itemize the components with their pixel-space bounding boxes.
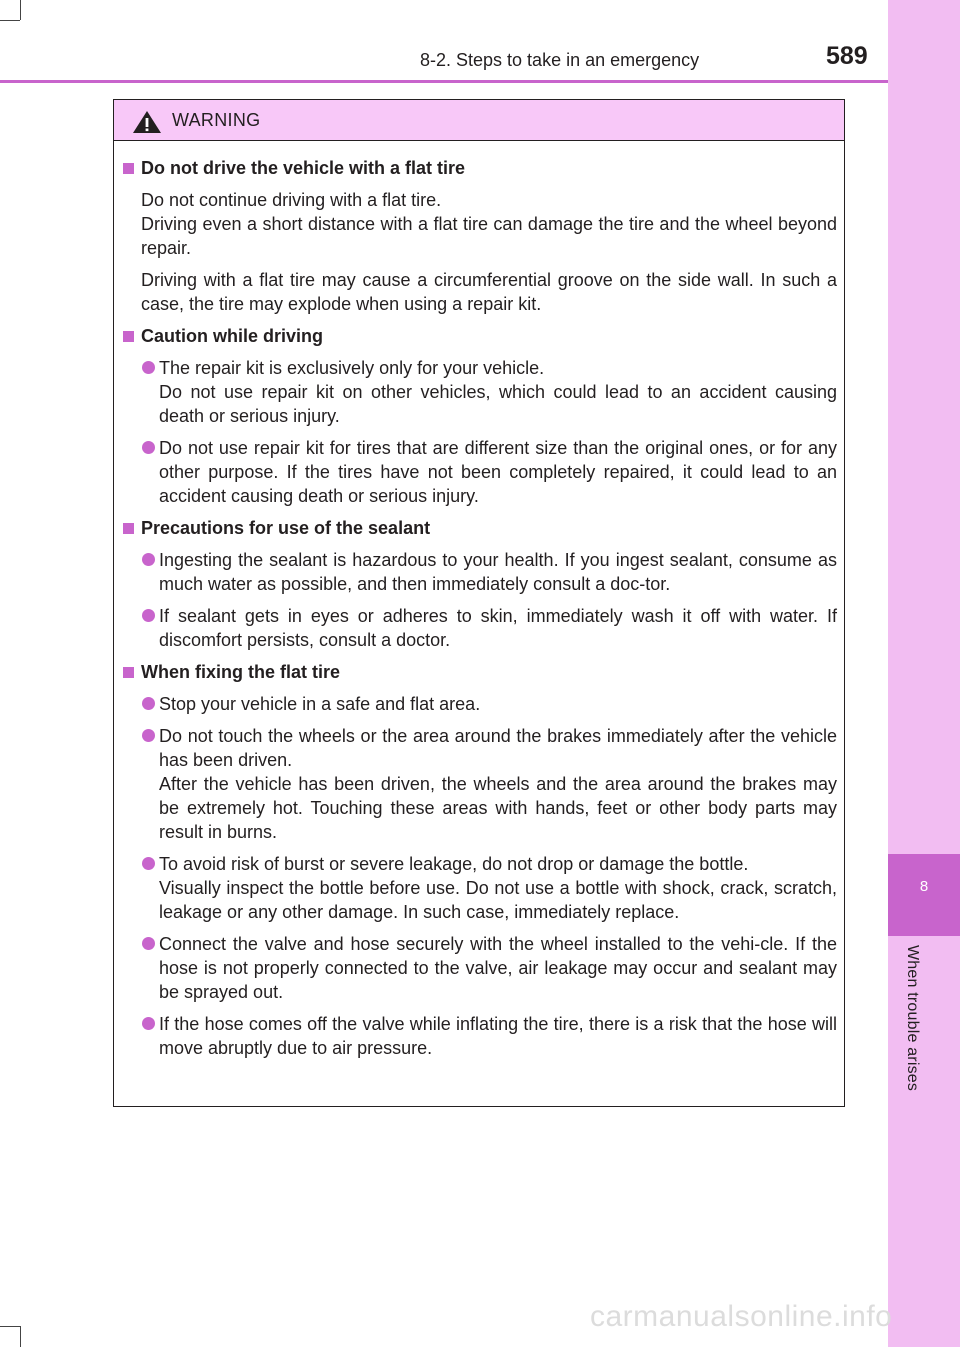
warning-box [113,99,845,1107]
square-bullet-icon [123,163,134,174]
paragraph: Driving with a flat tire may cause a circumferential groove on the side wall. In such a case, the tire may explode when using a repair kit. [141,270,837,314]
warning-header [114,100,844,141]
list-item: The repair kit is exclusively only for your vehicle. Do not use repair kit on other vehicles, which could lead to an accident causing death or serious injury. [123,356,837,428]
section-heading: Caution while driving [123,324,837,356]
list-item: Stop your vehicle in a safe and flat area. [123,692,837,716]
warning-body [123,156,837,1068]
crop-mark [0,20,20,21]
chapter-side-tab [888,0,960,1347]
page-number: 589 [826,42,868,70]
list-item: Ingesting the sealant is hazardous to your health. If you ingest sealant, consume as much water as possible, and then immediately consult a doc-tor. [123,548,837,596]
round-bullet-icon [142,697,155,710]
section-heading: Do not drive the vehicle with a flat tire [123,156,837,188]
list-item: Do not use repair kit for tires that are different size than the original ones, or for any other purpose. If the tires have not been completely repaired, it could lead to an accident causing death or serious injury. [123,436,837,508]
round-bullet-icon [142,441,155,454]
round-bullet-icon [142,553,155,566]
list-item: To avoid risk of burst or severe leakage, do not drop or damage the bottle. Visually inspect the bottle before use. Do not use a bottle with shock, crack, scratch, leakage or any other damage. In such case, immediately replace. [123,852,837,924]
list-item: Connect the valve and hose securely with the wheel installed to the vehi-cle. If the hose is not properly connected to the valve, air leakage may occur and sealant may be sprayed out. [123,932,837,1004]
list-item: Do not touch the wheels or the area around the brakes immediately after the vehicle has been driven. After the vehicle has been driven, the wheels and the area around the brakes may be extremely hot. Touching these areas with hands, feet or other body parts may result in burns. [123,724,837,844]
header-rule [0,80,888,83]
crop-mark [20,1326,21,1347]
paragraph: Do not continue driving with a flat tire. [141,190,442,210]
chapter-title: When trouble arises [904,945,921,1092]
square-bullet-icon [123,331,134,342]
round-bullet-icon [142,937,155,950]
warning-triangle-icon [132,110,162,134]
list-item: If sealant gets in eyes or adheres to skin, immediately wash it off with water. If discomfort persists, consult a doctor. [123,604,837,652]
round-bullet-icon [142,361,155,374]
round-bullet-icon [142,609,155,622]
section-heading: Precautions for use of the sealant [123,516,837,548]
paragraph: Driving even a short distance with a flat tire can damage the tire and the wheel beyond repair. [141,214,837,258]
round-bullet-icon [142,857,155,870]
round-bullet-icon [142,1017,155,1030]
round-bullet-icon [142,729,155,742]
chapter-number: 8 [919,878,929,895]
square-bullet-icon [123,523,134,534]
crop-mark [0,1326,20,1327]
watermark: carmanualsonline.info [590,1300,893,1333]
crop-mark [20,0,21,20]
section-heading: When fixing the flat tire [123,660,837,692]
list-item: If the hose comes off the valve while inflating the tire, there is a risk that the hose will move abruptly due to air pressure. [123,1012,837,1060]
square-bullet-icon [123,667,134,678]
chapter-number-block [888,854,960,936]
warning-label: WARNING [172,110,261,130]
section-title: 8-2. Steps to take in an emergency [420,50,700,70]
